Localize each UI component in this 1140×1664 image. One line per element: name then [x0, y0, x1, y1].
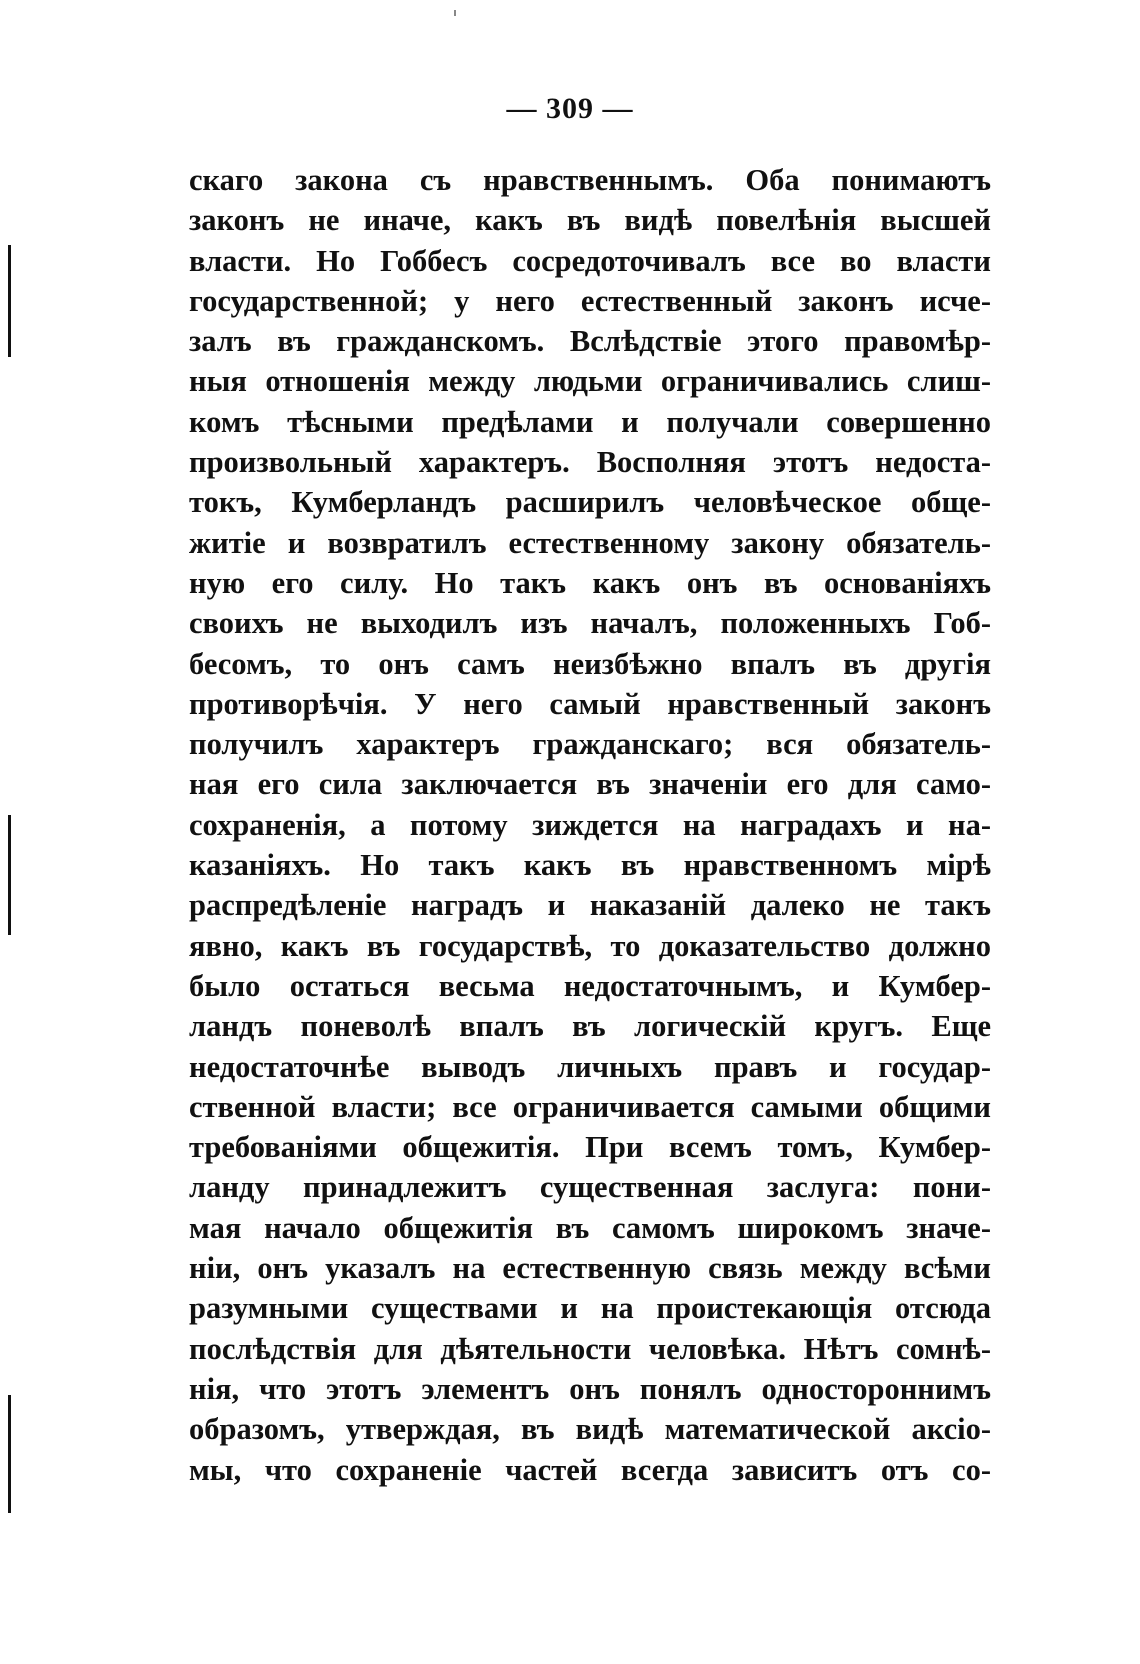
- text-line: произвольный характеръ. Восполняя этотъ недоста-: [189, 445, 991, 480]
- text-line: мы, что сохраненіе частей всегда зависитъ отъ со-: [189, 1452, 991, 1487]
- text-line: мая начало общежитія въ самомъ широкомъ значе-: [189, 1210, 991, 1245]
- text-line: своихъ не выходилъ изъ началъ, положенныхъ Гоб-: [189, 606, 991, 641]
- text-line: сохраненія, а потому зиждется на наградахъ и на-: [189, 807, 991, 842]
- margin-mark: [8, 245, 11, 357]
- text-line: получилъ характеръ гражданскаго; вся обязатель-: [189, 727, 991, 762]
- text-line: казаніяхъ. Но такъ какъ въ нравственномъ мірѣ: [189, 848, 991, 883]
- text-line: противорѣчія. У него самый нравственный законъ: [189, 686, 991, 721]
- text-line: ніи, онъ указалъ на естественную связь между всѣми: [189, 1251, 991, 1286]
- text-line: требованіями общежитія. При всемъ томъ, Кумбер-: [189, 1130, 991, 1165]
- text-line: государственной; у него естественный законъ исче-: [189, 283, 991, 318]
- text-line: бесомъ, то онъ самъ неизбѣжно впалъ въ другія: [189, 646, 991, 681]
- text-line: недостаточнѣе выводъ личныхъ правъ и государ-: [189, 1049, 991, 1084]
- text-line: токъ, Кумберландъ расширилъ человѣческое обще-: [189, 485, 991, 520]
- text-line: явно, какъ въ государствѣ, то доказательство должно: [189, 928, 991, 963]
- body-text: [189, 160, 991, 1490]
- text-line: разумными существами и на проистекающія отсюда: [189, 1291, 991, 1326]
- text-line: нія, что этотъ элементъ онъ понялъ одностороннимъ: [189, 1371, 991, 1406]
- text-line: власти. Но Гоббесъ сосредоточивалъ все во власти: [189, 243, 991, 278]
- text-line: залъ въ гражданскомъ. Вслѣдствіе этого правомѣр-: [189, 324, 991, 359]
- text-line: было остаться весьма недостаточнымъ, и Кумбер-: [189, 968, 991, 1003]
- text-line: ландъ поневолѣ впалъ въ логическій кругъ. Еще: [189, 1009, 991, 1044]
- scan-speck: [454, 10, 456, 16]
- text-line: ная его сила заключается въ значеніи его для само-: [189, 767, 991, 802]
- margin-mark: [8, 815, 11, 935]
- page-number: — 309 —: [506, 92, 634, 125]
- text-line: ную его силу. Но такъ какъ онъ въ основаніяхъ: [189, 565, 991, 600]
- text-line: послѣдствія для дѣятельности человѣка. Нѣтъ сомнѣ-: [189, 1331, 991, 1366]
- text-line: ственной власти; все ограничивается самыми общими: [189, 1089, 991, 1124]
- margin-mark: [8, 1395, 11, 1513]
- text-line: образомъ, утверждая, въ видѣ математической аксіо-: [189, 1412, 991, 1447]
- text-line: житіе и возвратилъ естественному закону обязатель-: [189, 525, 991, 560]
- text-line: распредѣленіе наградъ и наказаній далеко не такъ: [189, 888, 991, 923]
- text-line: законъ не иначе, какъ въ видѣ повелѣнія высшей: [189, 203, 991, 238]
- text-line: комъ тѣсными предѣлами и получали совершенно: [189, 404, 991, 439]
- text-line: ланду принадлежитъ существенная заслуга: пони-: [189, 1170, 991, 1205]
- text-line: ныя отношенія между людьми ограничивались слиш-: [189, 364, 991, 399]
- text-line: скаго закона съ нравственнымъ. Оба понимаютъ: [189, 163, 991, 197]
